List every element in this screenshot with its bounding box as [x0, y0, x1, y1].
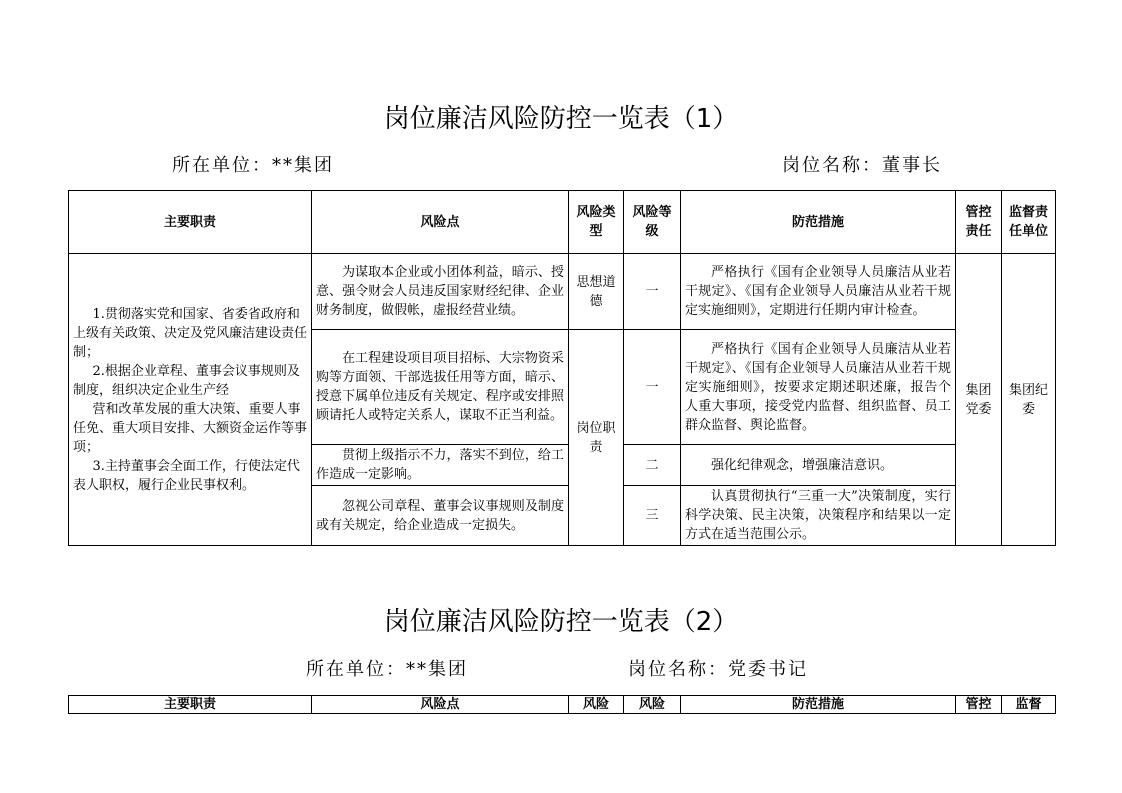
header-measures: 防范措施	[681, 191, 956, 254]
table-row	[69, 254, 1056, 330]
header-risk-point: 风险点	[312, 696, 569, 714]
table1-position: 岗位名称：董事长	[782, 155, 942, 176]
header-measures: 防范措施	[681, 696, 956, 714]
table1-title: 岗位廉洁风险防控一览表（1）	[383, 104, 739, 134]
table2-unit: 所在单位：**集团	[306, 659, 468, 680]
measures-cell: 认真贯彻执行“三重一大”决策制度，实行科学决策、民主决策，决策程序和结果以一定方式在适当范围公示。	[681, 486, 956, 546]
risk-table-2	[68, 695, 1056, 714]
duty-item: 1.贯彻落实党和国家、省委省政府和上级有关政策、决定及党风廉洁建设责任制；	[73, 306, 308, 360]
header-risk-point: 风险点	[312, 191, 569, 254]
header-duties: 主要职责	[69, 191, 312, 254]
table2-position: 岗位名称：党委书记	[628, 659, 808, 680]
header-supervision: 监督责任单位	[1002, 191, 1056, 254]
control-cell: 集团党委	[956, 254, 1002, 546]
risk-point-cell: 为谋取本企业或小团体利益，暗示、授意、强令财会人员违反国家财经纪律、企业财务制度，做假帐，虚报经营业绩。	[312, 254, 569, 330]
risk-type-cell: 岗位职责	[569, 330, 624, 546]
risk-level-cell: 二	[624, 445, 681, 486]
table1-unit: 所在单位：**集团	[172, 155, 334, 176]
table2-header-row	[69, 696, 1056, 714]
risk-type-cell: 思想道德	[569, 254, 624, 330]
risk-level-cell: 一	[624, 254, 681, 330]
duty-item: 2.根据企业章程、董事会议事规则及制度，组织决定企业生产经	[73, 363, 300, 398]
supervision-cell: 集团纪委	[1002, 254, 1056, 546]
header-risk-type: 风险	[569, 696, 624, 714]
risk-point-cell: 忽视公司章程、董事会议事规则及制度或有关规定，给企业造成一定损失。	[312, 486, 569, 546]
header-duties: 主要职责	[69, 696, 312, 714]
header-risk-level: 风险	[624, 696, 681, 714]
header-risk-type: 风险类型	[569, 191, 624, 254]
risk-level-cell: 三	[624, 486, 681, 546]
measures-cell: 强化纪律观念，增强廉洁意识。	[681, 445, 956, 486]
duty-item: 营和改革发展的重大决策、重要人事任免、重大项目安排、大额资金运作等事项；	[73, 401, 308, 455]
table2-title: 岗位廉洁风险防控一览表（2）	[383, 607, 739, 637]
header-risk-level: 风险等级	[624, 191, 681, 254]
measures-cell: 严格执行《国有企业领导人员廉洁从业若干规定》、《国有企业领导人员廉洁从业若干规定实施细则》，定期进行任期内审计检查。	[681, 254, 956, 330]
measures-cell: 严格执行《国有企业领导人员廉洁从业若干规定》、《国有企业领导人员廉洁从业若干规定实施细则》，按要求定期述职述廉，报告个人重大事项，接受党内监督、组织监督、员工群众监督、舆论监督。	[681, 330, 956, 445]
header-supervision: 监督	[1002, 696, 1056, 714]
risk-point-cell: 在工程建设项目项目招标、大宗物资采购等方面领、干部选拔任用等方面，暗示、授意下属单位违反有关规定、程序或安排照顾请托人或特定关系人，谋取不正当利益。	[312, 330, 569, 445]
risk-level-cell: 一	[624, 330, 681, 445]
risk-table-1	[68, 190, 1056, 546]
header-control: 管控	[956, 696, 1002, 714]
risk-point-cell: 贯彻上级指示不力，落实不到位，给工作造成一定影响。	[312, 445, 569, 486]
table1-header-row	[69, 191, 1056, 254]
duty-item: 3.主持董事会全面工作，行使法定代表人职权，履行企业民事权利。	[73, 458, 300, 493]
header-control: 管控责任	[956, 191, 1002, 254]
duties-cell	[69, 254, 312, 546]
